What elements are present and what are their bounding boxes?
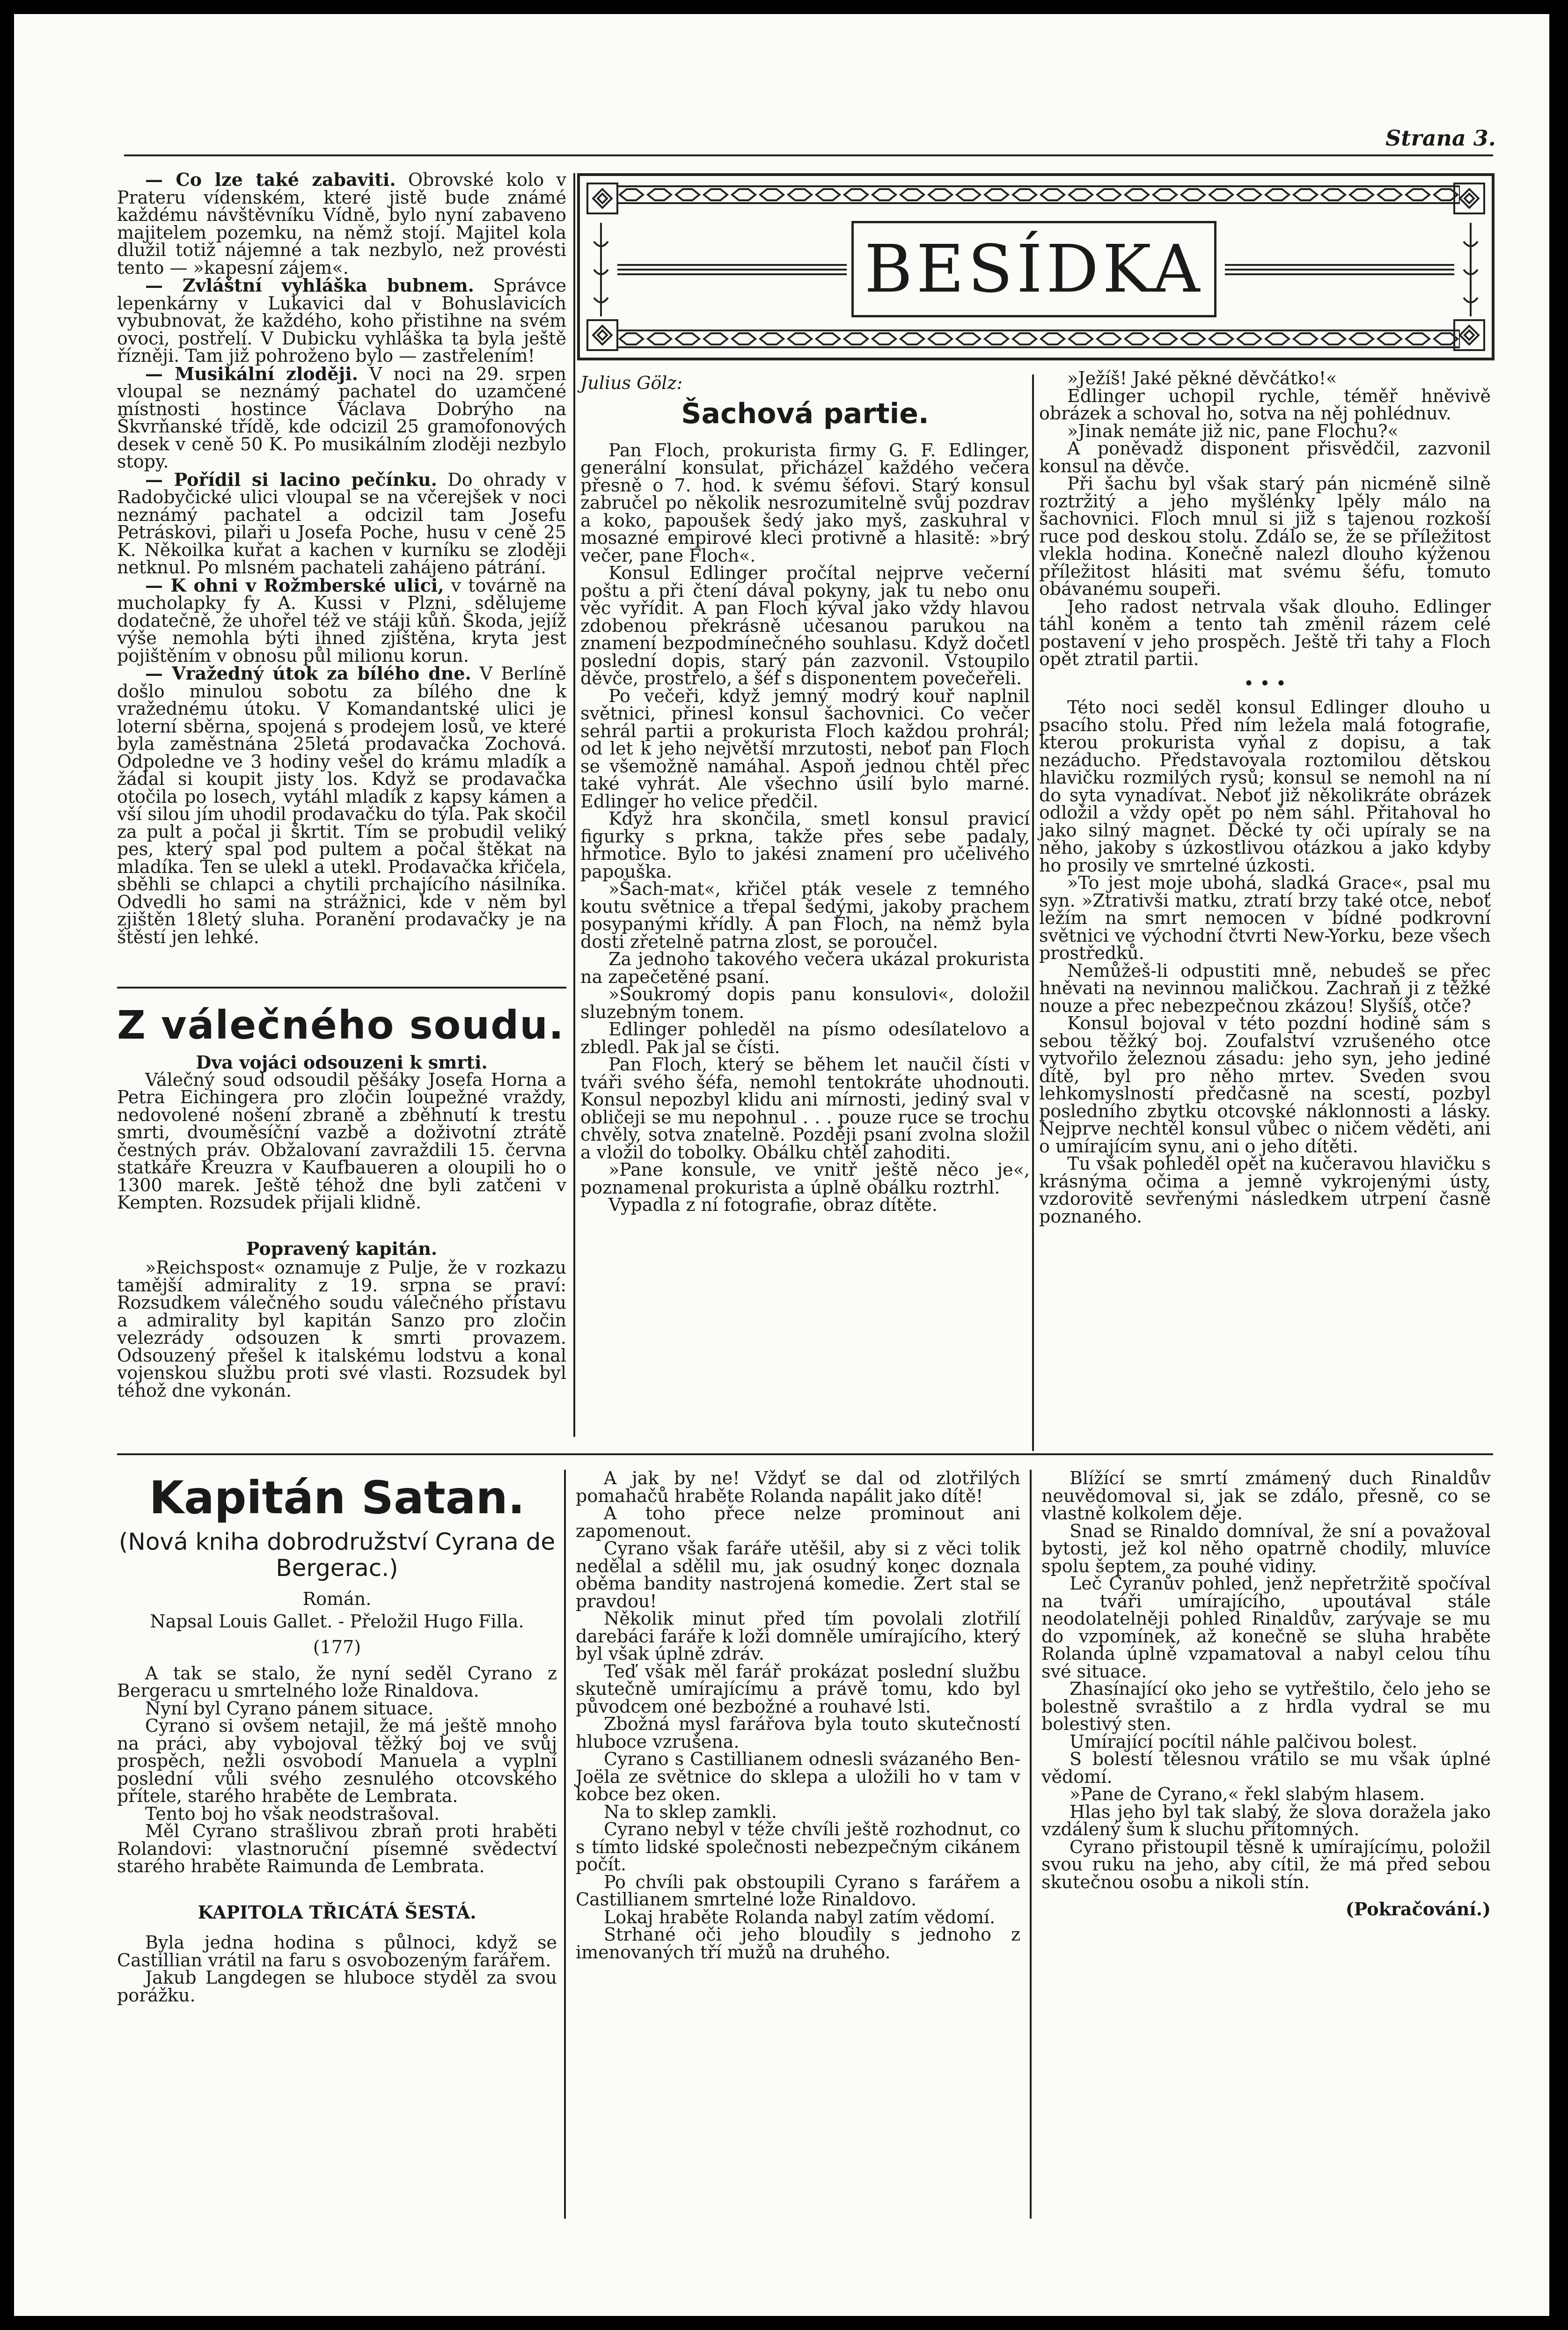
story-author: Julius Gölz: [580,373,683,393]
news-item-head: — Vražedný útok za bílého dne. [145,663,471,684]
chain-link-icon [816,189,840,200]
war-court-para-1: Válečný soud odsoudil pěšáky Josefa Horna a Petra Eichingera pro zločin loupežné vraždy, nedovolené nošení zbraně a zběhnutí k trestu smrti, dvouměsíční vazbě a doživotní ztrátě čestných práv. Obžalovaní zavraždili 15. června statkáře Kreuzra v Kaufbaueren a oloupili ho o 1300 marek. Ještě téhož dne byli zatčeni v Kempten. Rozsudek přijali klidně. [117,1069,566,1213]
chain-link-icon [1153,333,1177,344]
novel-paragraph: S bolestí tělesnou vrátilo se mu však úplné vědomí. [1041,1749,1491,1787]
chain-link-icon [704,189,727,200]
besidka-title: BESÍDKA [864,231,1204,308]
novel-paragraph: Jakub Langdegen se hluboce styděl za svou porážku. [117,1967,557,2006]
ornament-corner-icon [586,183,618,214]
news-item-text: V noci na 29. srpen vloupal se neznámý pachatel do uzamčené místnosti hostince Václava Dobrýho na Škvrňanské třídě, kde odcizil 25 gramofonových desek v ceně 50 K. Po musikálním zloději nezbylo stopy. [117,363,566,472]
novel-paragraph: Zhasínající oko jeho se vytřeštilo, čelo jeho se bolestně svraštilo a z hrdla vydral se mu bolestivý sten. [1041,1678,1491,1734]
chain-link-icon [872,189,896,200]
story-paragraph: • • • [1243,673,1287,694]
story-paragraph: Konsul bojoval v této pozdní hodině sám s sebou těžký boj. Zoufalství vzrušeného otce vytvořilo železnou zásadu: jeho syn, jeho jediné dítě, byl pro něho mrtev. Sveden svou lehkomyslností předčasně na scestí, pozbyl posledního zbytku otcovské náklonnosti a lásky. Nejprve nechtěl konsul vůbec o ničem věděti, ani o umírajícím synu, ani o jeho dítěti. [1039,1013,1491,1157]
ornament-side-icon [589,223,613,316]
chain-link-icon [1266,333,1289,344]
story-paragraph: »Soukromý dopis panu konsulovi«, doložil sluzebným tonem. [580,984,1030,1022]
story-paragraph: Této noci seděl konsul Edlinger dlouho u psacího stolu. Před ním ležela malá fotografie, kterou prokurista vyňal z dopisu, a tak nezáducho. Představovala roztomilou dětskou hlavičku rozmilých rysů; konsul se nemohl na ní do syta vynadívat. Neboť již několikráte obrázek odložil a vždy opět po něm sáhl. Přitahoval ho jako silný magnet. Děcké ty oči upíraly se na něho, jakoby s úzkostlivou otázkou a jako kdyby ho prosily ve smrtelné úzkosti. [1039,697,1491,876]
story-paragraph: Za jednoho takového večera ukázal prokurista na zapečetěné psaní. [580,949,1030,987]
chain-link-icon [1322,189,1345,200]
chain-link-icon [1097,333,1121,344]
novel-paragraph: A jak by ne! Vždyť se dal od zlotřilých pomahačů hraběte Rolanda napálit jako dítě! [576,1468,1020,1506]
story-paragraph: Konsul Edlinger pročítal nejprve večerní poštu a při čtení dával pokyny, jak tu nebo onu věc vyřídit. A pan Floch kýval jako vždy hlavou zdobenou překrásně učesanou parukou na znamení bezpodmínečného souhlasu. Když dočetl poslední dopis, starý pán zazvonil. Vstoupilo děvče, prostřelo, a šéf s disponentem povečeřeli. [580,563,1030,689]
chain-link-icon [1069,189,1092,200]
novel-paragraph: Nyní byl Cyrano pánem situace. [145,1698,434,1719]
scan-border-top [0,0,1568,14]
novel-divider [117,1453,1493,1455]
story-paragraph: Edlinger uchopil rychle, téměř hněvivě obrázek a schoval ho, sotva na něj pohlédnuv. [1039,385,1491,424]
novel-paragraph: Blížící se smrtí zmámený duch Rinaldův neuvědomoval si, jak se zdálo, přesně, co se vlastně kolkolem děje. [1041,1468,1491,1524]
chain-link-icon [1041,333,1064,344]
novel-paragraph: A tak se stalo, že nyní seděl Cyrano z Bergeracu u smrtelného lože Rinaldova. [117,1663,557,1701]
novel-subtitle: (Nová kniha dobrodružství Cyrana de Bergerac.) [118,1528,556,1582]
news-item-head: — Musikální zloději. [145,363,358,384]
scan-border-bottom [0,2316,1568,2330]
ornament-rule-icon [617,246,847,293]
chain-link-icon [1181,189,1205,200]
chain-link-icon [872,333,896,344]
story-paragraph: Jeho radost netrvala však dlouho. Edlinger táhl koněm a tento tah změnil rázem celé postavení v jeho prospěch. Ještě tři tahy a Floch opět ztratil partii. [1039,596,1491,669]
chain-link-icon [1350,189,1373,200]
story-paragraph: Pan Floch, prokurista firmy G. F. Edlinger, generální konsulat, přicházel každého večera přesně o 7. hod. k svému šéfovi. Starý konsul zabručel po několik nesrozumitelně svůj pozdrav a koko, papoušek šedý jako myš, zaskuhral v mosazné empirové kleci protivně a hlasitě: »brý večer, pane Floch«. [580,440,1030,566]
story-column-1 [580,374,1030,1214]
chain-link-icon [929,189,952,200]
chain-link-icon [1153,189,1177,200]
novel-paragraph: Snad se Rinaldo domníval, že sní a považoval bytosti, jež kol něho opatrně chodily, mluvíce spolu šeptem, za pouhé vidiny. [1041,1520,1491,1576]
novel-paragraph: Cyrano však faráře utěšil, aby si z věci tolik nedělal a sdělil mu, jak osudný konec doznala oběma bandity nastrojená komedie. Žert stal se pravdou! [576,1538,1020,1612]
novel-col3-body [1041,1470,1491,1891]
ornament-corner-icon [586,319,618,351]
chain-link-icon [676,189,699,200]
news-item-head: — Pořídil si lacino pečínku. [145,469,437,490]
novel-paragraph: Na to sklep zamkli. [604,1801,777,1822]
ornament-band-top [617,185,1460,204]
news-item-head: — K ohni v Rožmberské ulici, [145,574,444,596]
war-court-subhead-2: Popravený kapitán. [246,1238,438,1259]
ornament-rule-icon [1225,246,1454,293]
story-title: Šachová partie. [681,397,929,430]
besidka-header [577,173,1495,360]
story-paragraph: Nemůžeš-li odpustiti mně, nebudeš se přec hněvati na nevinnou maličkou. Zachraň ji z těžké nouze a přec nebezpečnou zkázou! Slyšíš, otče? [1039,960,1491,1016]
novel-paragraph: »Pane de Cyrano,« řekl slabým hlasem. [1070,1784,1425,1804]
novel-title: Kapitán Satan. [149,1472,525,1524]
chain-link-icon [816,333,840,344]
news-item [117,665,566,946]
news-item [117,277,566,365]
chain-link-icon [985,189,1008,200]
novel-paragraph: Leč Cyranův pohled, jenž nepřetržitě spočíval na tváři umírajícího, upoutával stále neodolatelněji pohled Rinaldův, zarývaje se mu do vzpomínek, až konečně se sluha hraběte Rolanda úplně vzpamatoval a nabyl celou tíhu své situace. [1041,1573,1491,1682]
chain-link-icon [620,189,643,200]
novel-column-1 [117,1470,557,2004]
novel-byline: Napsal Louis Gallet. - Přeložil Hugo Filla. [150,1611,524,1632]
chain-link-icon [648,333,671,344]
novel-paragraph: Cyrano si ovšem netajil, že má ještě mnoho na práci, aby vybojoval těžký boj ve svůj prospěch, nežli osvobodí Manuela a vyplní poslední vůli svého zesnulého otcovského přítele, starého hraběte de Lembrata. [117,1715,557,1806]
story-paragraph: »Jinak nemáte již nic, pane Flochu?« [1067,420,1399,441]
story-paragraph: Pan Floch, který se během let naučil čísti v tváři svého šéfa, nemohl tentokráte uhodnouti. Konsul nepozbyl klidu ani mírnosti, jediný sval v obličeji se mu nepohnul . . . pouze ruce se trochu chvěly, sotva znatelně. Později psaní zvolna složil a vložil do tobolky. Obálku chtěl zahoditi. [580,1054,1030,1163]
chain-link-icon [1266,189,1289,200]
chain-link-icon [732,333,755,344]
story-paragraph: »Šach-mat«, křičel pták vesele z temného koutu světnice a třepal šedými, jakoby prachem posypanými křídly. A pan Floch, na němž byla dosti zřetelně patrna zlost, se poroučel. [580,879,1030,952]
chain-link-icon [1013,333,1036,344]
chain-link-icon [648,189,671,200]
news-item-text: Obrovské kolo v Prateru vídenském, které jistě bude známé každému návštěvníku Vídně, bylo nyní zabaveno majitelem pozemku, na němž stojí. Majitel kola dlužil totiž nájemné a tak nezbylo, než provésti tento — »kapesní zájem«. [117,169,566,278]
chain-link-icon [1406,333,1429,344]
novel-col1-part-a [117,1665,557,1876]
novel-paragraph: Hlas jeho byl tak slabý, že slova doražela jako vzdálený šum k sluchu přítomných. [1041,1801,1491,1839]
chain-link-icon [901,333,924,344]
novel-paragraph: Cyrano přistoupil těsně k umírajícímu, položil svou ruku na jeho, aby cítil, že má před sebou skutečnou osobu a nikoli stín. [1041,1836,1491,1892]
continued-note: (Pokračování.) [1345,1898,1491,1920]
novel-paragraph: Zbožná mysl farářova byla touto skutečností hluboce vzrušena. [576,1714,1020,1752]
news-item-text: V Berlíně došlo minulou sobotu za bílého dne k vražednému útoku. V Komandantské ulici je loterní sběrna, spojená s prodejem losů, ve které byla zaměstnána 25letá prodavačka Zochová. Odpoledne ve 3 hodiny vešel do krámu mladík a žádal si koupit jisty los. Když se prodavačka otočila po losech, vytáhl mladík z kapsy kámen a vší silou jím uhodil prodavačku do týla. Pak skočil za pult a počal ji škrtit. Tím se probudil veliký pes, který spal pod pultem a počal štěkat na mladíka. Ten se ulekl a utekl. Prodavačka křičela, sběhli se chlapci a chytili prchajícího násilníka. Odvedli ho sami na strážnici, kde v něm byl zjištěn 18letý sluha. Poranění prodavačky je na štěstí jen lehké. [117,663,566,947]
war-court-title: Z válečného soudu. [117,1002,565,1048]
news-item [117,171,566,277]
novel-paragraph: A toho přece nelze prominout ani zapomenout. [576,1503,1020,1541]
novel-col1-part-b [117,1934,557,2004]
chain-link-icon [1069,333,1092,344]
chain-link-icon [1097,189,1121,200]
novel-paragraph: Cyrano nebyl v téže chvíli ještě rozhodnut, co s tímto lidské společnosti nebezpečným cikánem počít. [576,1819,1020,1875]
chain-link-icon [901,189,924,200]
ornament-side-icon [1459,223,1482,316]
chain-link-icon [788,333,812,344]
chain-link-icon [620,333,643,344]
chain-link-icon [1209,333,1233,344]
novel-paragraph: Byla jedna hodina s půlnoci, když se Castillian vrátil na faru s osvobozeným farářem. [117,1932,557,1971]
novel-paragraph: Několik minut před tím povolali zlotřilí darebáci faráře k loži domněle umírajícího, který byl však úplně zdráv. [576,1608,1020,1664]
novel-paragraph: Lokaj hraběte Rolanda nabyl zatím vědomí. [604,1906,996,1927]
novel-paragraph: Cyrano s Castillianem odnesli svázaného Ben-Joëla ze světnice do sklepa a uložili ho v tam v kobce bez oken. [576,1749,1020,1804]
ornament-corner-icon [1453,183,1485,214]
novel-column-2 [576,1470,1020,1961]
chain-link-icon [1041,189,1064,200]
news-column [117,171,566,946]
chain-link-icon [844,189,868,200]
chain-link-icon [788,189,812,200]
news-item [117,574,566,666]
chain-link-icon [1125,189,1149,200]
story-paragraph: Po večeři, když jemný modrý kouř naplnil světnici, přinesl konsul šachovnici. Co večer sehrál partii a prokurista Floch každou prohrál; od let k jeho největší mrzutosti, neboť pan Floch se všemožně namáhal. Aspoň jednou chtěl přec také vyhrát. Ale všechno úsilí bylo marné. Edlinger ho velice předčil. [580,685,1030,812]
chain-link-icon [732,189,755,200]
column-rule-1 [573,173,575,1437]
page-number: Strana 3. [1385,125,1496,151]
war-court-subhead-1: Dva vojáci odsouzeni k smrti. [196,1052,488,1073]
story-paragraph: »Ježíš! Jaké pěkné děvčátko!« [1067,368,1337,388]
chain-link-icon [1378,189,1401,200]
chain-link-icon [929,333,952,344]
chain-link-icon [760,189,784,200]
novel-installment: (177) [313,1637,361,1657]
news-item [117,365,566,471]
column-rule-3 [564,1470,566,2219]
novel-chapter: KAPITOLA TŘICÁTÁ ŠESTÁ. [198,1901,476,1923]
story-paragraph: Tu však pohleděl opět na kučeravou hlavičku s krásnýma očima a jemně vykrojenými ústy, vzdorovitě sevřenými následkem utrpení časně poznaného. [1039,1153,1491,1227]
novel-column-3 [1041,1470,1491,1918]
news-item-text: Do ohrady v Radobyčické ulici vloupal se na včerejšek v noci neznámý pachatel a odcizil tam Josefu Petráskovi, pilaři u Josefa Poche, husu v ceně 25 K. Někoilka kuřat a kachen v kurníku se zloději netknul. Po mlsném pachateli zahájeno pátrání. [117,469,566,578]
column-rule-4 [1030,1470,1032,2219]
news-divider [117,987,566,989]
scan-border-right [1549,0,1568,2330]
ornament-corner-icon [1453,319,1485,351]
story-column-2 [1039,370,1491,1225]
novel-paragraph: Po chvíli pak obstoupili Cyrano s farářem a Castillianem smrtelné lože Rinaldovo. [576,1871,1020,1910]
scan-border-left [0,0,14,2330]
chain-link-icon [957,333,980,344]
novel-paragraph: Strhané oči jeho bloudily s jednoho z imenovaných tří mužů na druhého. [576,1924,1020,1963]
ornament-band-bottom [617,330,1460,348]
novel-paragraph: Měl Cyrano strašlivou zbraň proti hraběti Rolandovi: vlastnoruční písemné svědectví starého hraběte Raimunda de Lembrata. [117,1821,557,1876]
war-court-section [117,999,566,1399]
chain-link-icon [1350,333,1373,344]
chain-link-icon [676,333,699,344]
story-paragraph: Vypadla z ní fotografie, obraz dítěte. [608,1194,938,1215]
news-item-head: — Zvláštní vyhláška bubnem. [145,275,474,296]
war-court-para-2: »Reichspost« oznamuje z Pulje, že v rozkazu tamější admirality z 19. srpna se praví: Rozsudkem válečného soudu válečného přístavu a admirality byl kapitán Sanzo pro zločin velezrády odsouzen k smrti provazem. Odsouzený přešel k italskému lodstvu a konal vojenskou službu proti své vlasti. Rozsudek byl téhož dne vykonán. [117,1257,566,1401]
chain-link-icon [1406,189,1429,200]
news-item-text: Správce lepenkárny v Lukavici dal v Bohuslavicích vybubnovat, že každého, koho přistihne na svém ovoci, postřelí. V Dubicku vyhláška ta byla ještě řízněji. Tam již pohroženo bylo — zastřelením! [117,275,566,366]
story-paragraph: Při šachu byl však starý pán nicméně silně roztržitý a jeho myšlénky lpěly málo na šachovnici. Floch mnul si již s tajenou rozkoší ruce pod deskou stolu. Zdálo se, že se příležitost vlekla hodina. Konečně nalezl dlouho kýženou příležitost hlásiti mat svému šéfu, tomuto obávanému soupeři. [1039,473,1491,599]
chain-link-icon [1238,333,1261,344]
novel-paragraph: Umírající pocítil náhle palčivou bolest. [1070,1731,1418,1752]
chain-link-icon [1294,333,1317,344]
novel-paragraph: Teď však měl farář prokázat poslední službu skutečně umírajícímu a právě tomu, kdo byl původcem oné bezbožné a rouhavé lsti. [576,1661,1020,1717]
story-paragraph: Když hra skončila, smetl konsul pravicí figurky s prkna, takže přes sebe padaly, hřmotice. Bylo to jakési znamení pro učelivého papouška. [580,808,1030,882]
story-paragraph: Edlinger pohleděl na písmo odesílatelovo a zbledl. Pak jal se čísti. [580,1019,1030,1057]
column-rule-2 [1032,374,1034,1451]
novel-paragraph: Tento boj ho však neodstrašoval. [145,1803,440,1824]
chain-link-icon [1378,333,1401,344]
news-item-head: — Co lze také zabaviti. [145,169,396,190]
chain-link-icon [1125,333,1149,344]
chain-link-icon [844,333,868,344]
chain-link-icon [760,333,784,344]
story-paragraph: »To jest moje ubohá, sladká Grace«, psal mu syn. »Ztrativši matku, ztratí brzy také otce, neboť ležím na smrt nemocen v bídné podkrovní světnici ve východní čtvrti New-Yorku, beze všech prostředků. [1039,872,1491,963]
novel-genre: Román. [302,1589,372,1609]
story-paragraph: »Pane konsule, ve vnitř ještě něco je«, poznamenal prokurista a úplně obálku roztrhl. [580,1159,1030,1198]
news-item [117,471,566,577]
besidka-title-box [851,221,1216,317]
chain-link-icon [985,333,1008,344]
top-rule [124,154,1493,156]
chain-link-icon [1013,189,1036,200]
chain-link-icon [1181,333,1205,344]
chain-link-icon [1209,189,1233,200]
chain-link-icon [957,189,980,200]
chain-link-icon [1294,189,1317,200]
news-item-text: v továrně na mucholapky fy A. Kussi v Plzni, sdělujeme dodatečně, že uhořel též ve stáji kůň. Škoda, jejíž výše nemohla býti ihned zjištěna, kryta jest pojištěním v obnosu půl milionu korun. [117,575,566,666]
chain-link-icon [1322,333,1345,344]
story-paragraph: A poněvadž disponent přisvědčil, zazvonil konsul na děvče. [1039,438,1491,476]
chain-link-icon [1238,189,1261,200]
chain-link-icon [704,333,727,344]
